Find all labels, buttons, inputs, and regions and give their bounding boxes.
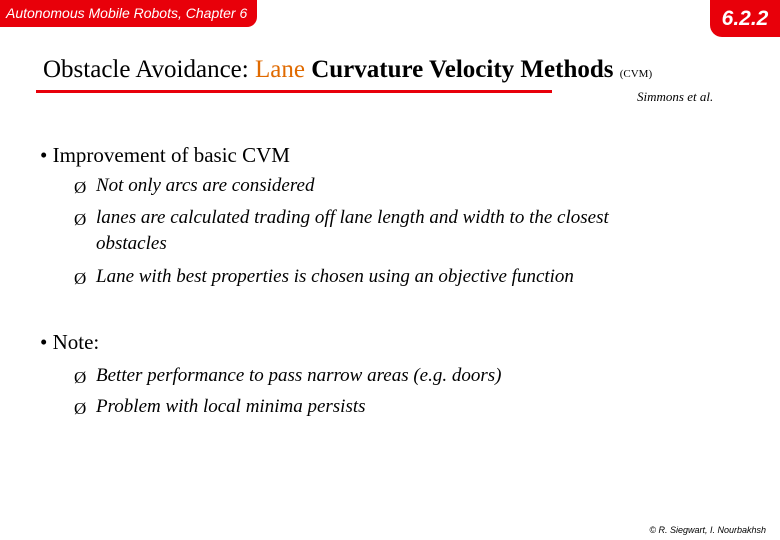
sub-bullet: lanes are calculated trading off lane length and width to the closest xyxy=(96,207,609,228)
sub-bullet: Not only arcs are considered xyxy=(96,175,315,196)
arrow-bullet-icon: Ø xyxy=(74,210,87,229)
chapter-tag: Autonomous Mobile Robots, Chapter 6 xyxy=(0,0,257,27)
title-prefix: Obstacle Avoidance: xyxy=(43,56,255,83)
section-number-badge: 6.2.2 xyxy=(710,0,780,37)
sub-bullet-continuation: obstacles xyxy=(96,233,167,254)
slide-title xyxy=(43,56,652,84)
arrow-bullet-icon: Ø xyxy=(74,399,87,418)
bullet-note: • Note: xyxy=(40,330,100,354)
arrow-bullet-icon: Ø xyxy=(74,269,87,288)
bullet-improvement: • Improvement of basic CVM xyxy=(40,143,290,167)
arrow-bullet-icon: Ø xyxy=(74,178,87,197)
title-highlight: Lane xyxy=(254,56,305,83)
title-underline xyxy=(36,90,552,93)
sub-bullet: Problem with local minima persists xyxy=(96,396,366,417)
arrow-bullet-icon: Ø xyxy=(74,368,87,387)
title-bold: Curvature Velocity Methods xyxy=(311,56,614,83)
copyright-footer: © R. Siegwart, I. Nourbakhsh xyxy=(649,525,766,535)
sub-bullet: Lane with best properties is chosen using an objective function xyxy=(96,266,574,287)
title-suffix: (CVM) xyxy=(619,68,653,80)
citation: Simmons et al. xyxy=(637,89,714,104)
sub-bullet: Better performance to pass narrow areas (e.g. doors) xyxy=(96,365,502,386)
